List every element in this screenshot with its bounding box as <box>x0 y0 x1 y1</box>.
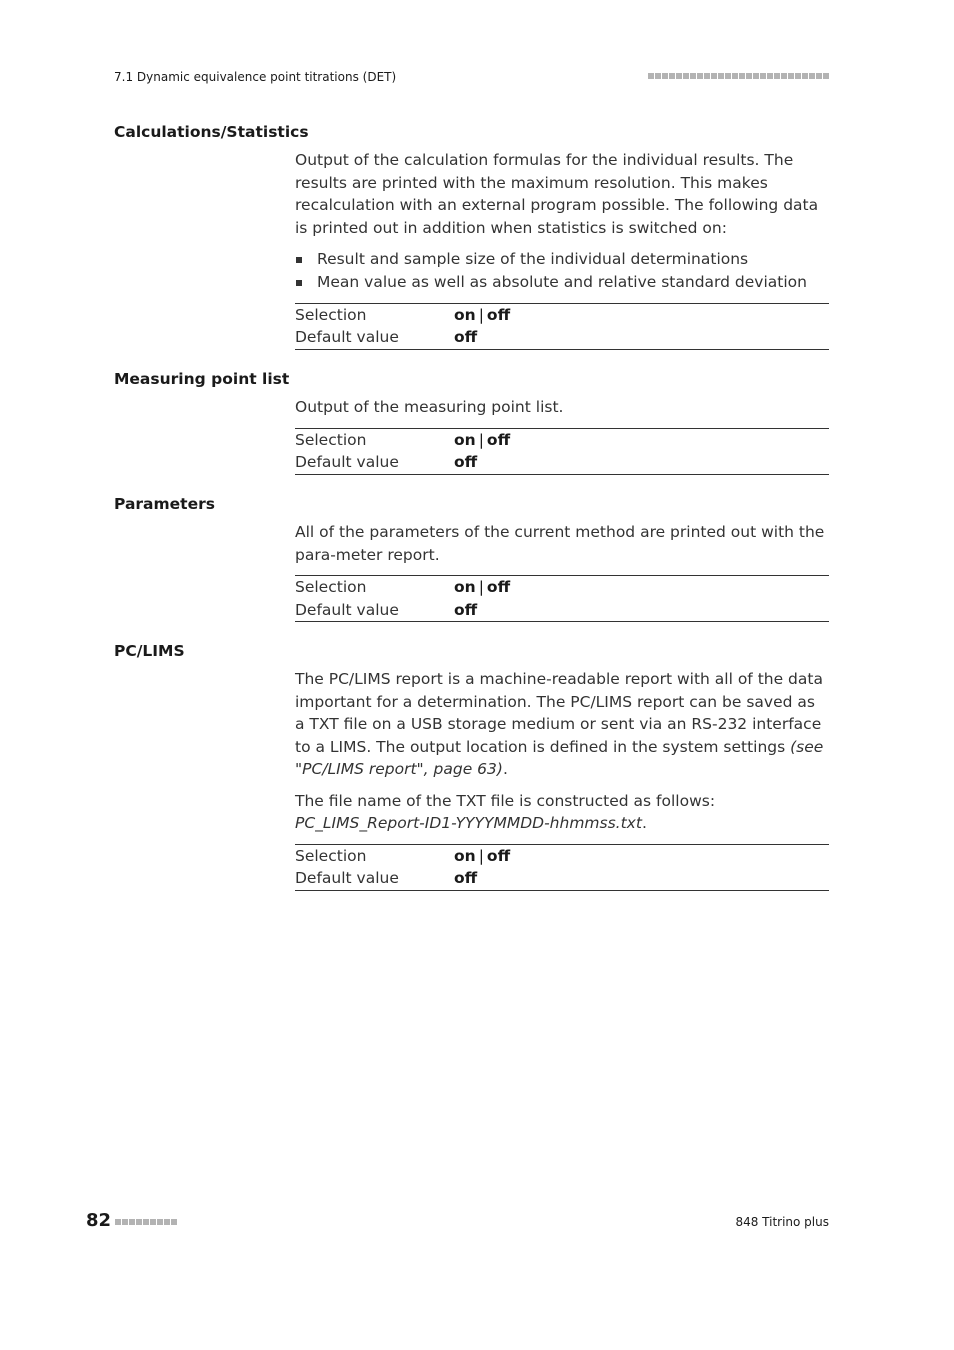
footer-decoration-dots <box>115 1219 177 1225</box>
section-title-parameters: Parameters <box>114 495 215 513</box>
cross-reference-link[interactable]: (see "PC/LIMS report", page 63) <box>295 737 824 778</box>
section-paragraph: The file name of the TXT file is constructed as follows: PC_LIMS_Report-ID1-YYYYMMDD-hhmmss.txt. <box>295 791 716 832</box>
section-body-calculations-statistics <box>295 149 829 350</box>
default-label: Default value <box>295 328 399 346</box>
selection-row <box>295 429 829 452</box>
selection-values: on | off <box>454 430 511 449</box>
option-table <box>295 428 829 475</box>
product-name: 848 Titrino plus <box>735 1215 829 1229</box>
selection-label: Selection <box>295 578 367 596</box>
bullet-icon <box>296 257 302 263</box>
file-name: PC_LIMS_Report-ID1-YYYYMMDD-hhmmss.txt <box>295 814 642 832</box>
section-paragraph: The PC/LIMS report is a machine-readable report with all of the data important for a determination. The PC/LIMS report can be saved as a TXT file on a USB storage medium or sent via an RS-232 interface to a LIMS. The output location is defined in the system settings (see "PC/LIMS report", page 63). <box>295 670 824 778</box>
section-body-parameters <box>295 521 829 622</box>
selection-label: Selection <box>295 305 367 324</box>
default-value: off <box>454 600 478 619</box>
selection-values: on | off <box>454 305 511 324</box>
selection-values: on | off <box>454 578 511 596</box>
default-label: Default value <box>295 453 399 471</box>
default-value: off <box>454 328 478 346</box>
default-value: off <box>454 453 478 471</box>
selection-row <box>295 304 829 327</box>
selection-label: Selection <box>295 846 367 865</box>
section-title-measuring-point-list: Measuring point list <box>114 370 290 388</box>
list-item: Result and sample size of the individual determinations <box>295 248 829 271</box>
selection-row <box>295 845 829 868</box>
selection-values: on | off <box>454 846 511 865</box>
default-row <box>295 867 829 890</box>
bullet-icon <box>296 280 302 286</box>
default-label: Default value <box>295 600 399 619</box>
list-item: Mean value as well as absolute and relative standard deviation <box>295 271 829 294</box>
section-body-pc-lims <box>295 668 829 891</box>
option-table <box>295 844 829 891</box>
option-table <box>295 303 829 350</box>
default-row <box>295 326 829 349</box>
default-row <box>295 451 829 474</box>
option-table <box>295 575 829 622</box>
section-title-calculations-statistics: Calculations/Statistics <box>114 123 309 141</box>
section-body-measuring-point-list <box>295 396 829 475</box>
section-title-pc-lims: PC/LIMS <box>114 642 185 660</box>
section-paragraph: All of the parameters of the current method are printed out with the para-meter report. <box>295 523 825 564</box>
selection-label: Selection <box>295 430 367 449</box>
default-value: off <box>454 869 478 887</box>
default-row <box>295 599 829 622</box>
section-paragraph: Output of the measuring point list. <box>295 398 564 416</box>
bullet-list <box>295 248 829 294</box>
section-paragraph: Output of the calculation formulas for the individual results. The results are printed with the maximum resolution. This makes recalculation with an external program possible. The following data is printed out in addition when statistics is switched on: <box>295 151 819 237</box>
header-decoration-dots <box>648 73 829 79</box>
selection-row <box>295 576 829 599</box>
default-label: Default value <box>295 869 399 887</box>
page-number: 82 <box>86 1210 112 1231</box>
running-header: 7.1 Dynamic equivalence point titrations (DET) <box>114 70 397 84</box>
